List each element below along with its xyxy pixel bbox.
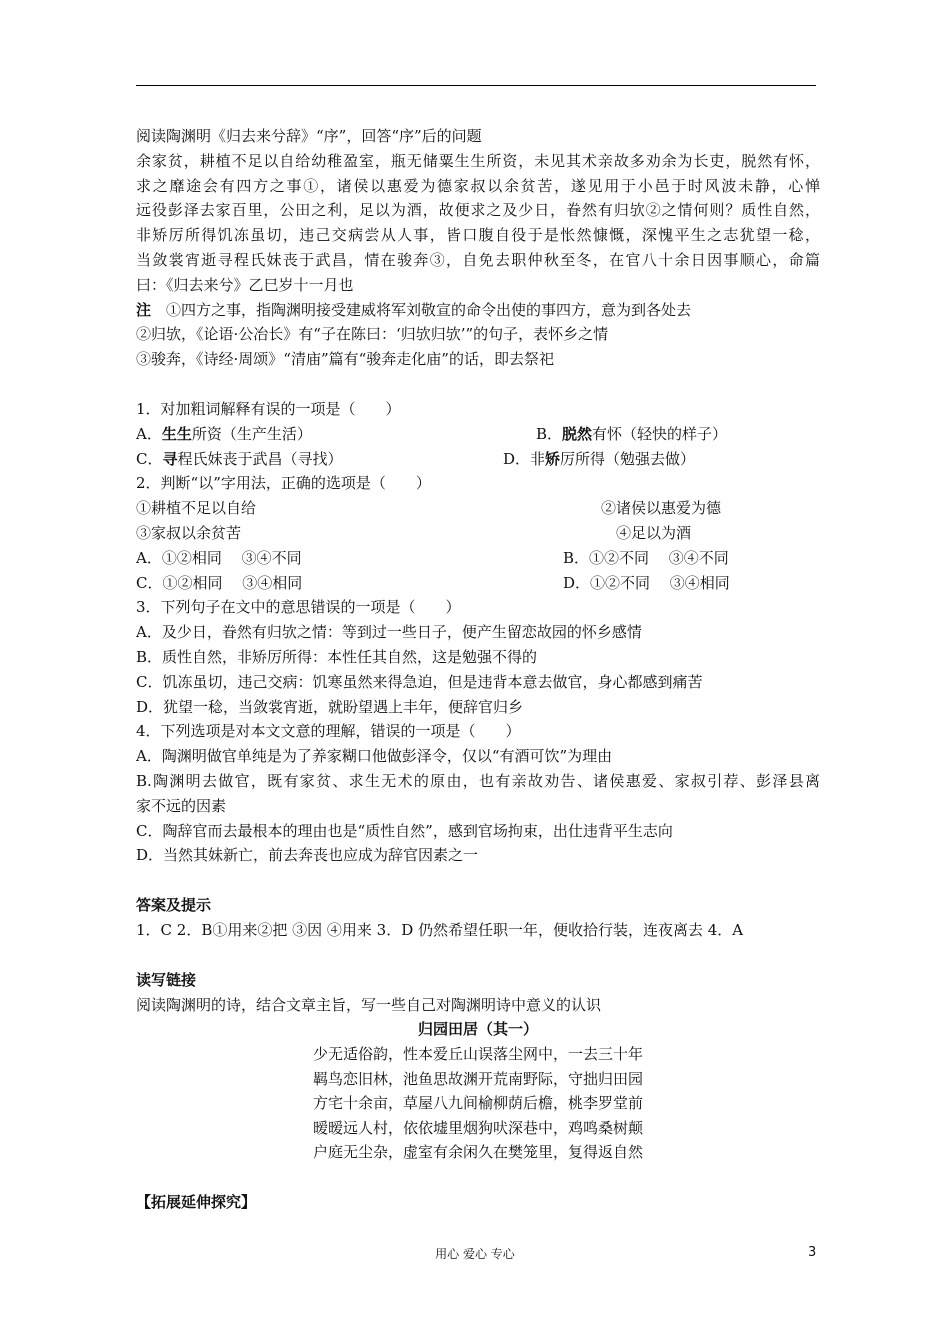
q3-option-d: D．犹望一稔，当敛裳宵逝，就盼望遇上丰年，便辞官归乡 (136, 697, 524, 716)
passage-line: 余家贫，耕植不足以自给幼稚盈室，瓶无储粟生生所资，未见其术亲故多劝余为长吏，脱然有怀， (136, 151, 820, 170)
q4-option-b-cont: 家不远的因素 (136, 796, 227, 815)
q2-option-b: B．①②不同 ③④不同 (563, 548, 729, 567)
q1-option-b: B．脱然有怀（轻快的样子） (536, 424, 728, 443)
q4-stem: 4．下列选项是对本文文意的理解，错误的一项是（ ） (136, 722, 521, 741)
q1-options-ab (136, 422, 820, 447)
page-number: 3 (808, 1245, 817, 1260)
note-line (136, 298, 820, 323)
note-line: ②归欤，《论语·公冶长》有“子在陈曰：‘归欤归欤’”的句子，表怀乡之情 (136, 325, 609, 344)
q2-options-ab (136, 546, 820, 571)
document-body (136, 124, 820, 1215)
extension-heading: 【拓展延伸探究】 (136, 1193, 257, 1212)
q2-options-cd (136, 571, 820, 596)
q4-option-b: B.陶渊明去做官，既有家贫、求生无术的原由，也有亲故劝告、诸侯惠爱、家叔引荐、彭泽县离 (136, 771, 820, 790)
poem-line: 暧暧远人村，依依墟里烟狗吠深巷中，鸡鸣桑树颠 (312, 1118, 643, 1137)
passage-line: 求之靡途会有四方之事①，诸侯以惠爱为德家叔以余贫苦，遂见用于小邑于时风波未静，心惮 (136, 176, 820, 195)
q1-option-c: C．寻程氏妹丧于武昌（寻找） (136, 449, 343, 468)
answers-heading: 答案及提示 (136, 896, 212, 915)
q4-option-a: A．陶渊明做官单纯是为了养家糊口他做彭泽令，仅以“有酒可饮”为理由 (136, 747, 613, 766)
passage-line: 非矫厉所得饥冻虽切，违己交病尝从人事，皆口腹自役于是怅然慷慨，深愧平生之志犹望一稔， (136, 226, 820, 245)
q1-options-cd (136, 447, 820, 472)
q2-sentence-1: ①耕植不足以自给 (136, 499, 257, 518)
q2-sentences-34 (136, 521, 820, 546)
q2-option-a: A．①②相同 ③④不同 (136, 548, 302, 567)
intro-title: 阅读陶渊明《归去来兮辞》“序”，回答“序”后的问题 (136, 127, 482, 145)
note-label: 注 (136, 300, 152, 319)
note-text: ①四方之事，指陶渊明接受建威将军刘敬宣的命令出使的事四方，意为到各处去 (166, 300, 692, 319)
q2-stem: 2．判断“以”字用法，正确的选项是（ ） (136, 474, 431, 493)
page-footer: 用心 爱心 专心 (435, 1247, 515, 1261)
poem-line: 户庭无尘杂，虚室有余闲久在樊笼里，复得返自然 (312, 1143, 643, 1162)
q3-option-a: A．及少日，眷然有归欤之情：等到过一些日子，便产生留恋故园的怀乡感情 (136, 623, 642, 642)
poem-title: 归园田居（其一） (417, 1020, 538, 1039)
answers-text: 1．C 2．B①用来②把 ③因 ④用来 3．D 仍然希望任职一年，便收拾行装，连夜离去 4．A (136, 920, 744, 939)
q2-sentence-4: ④足以为酒 (616, 523, 692, 542)
poem-line: 羁鸟恋旧林，池鱼思故渊开荒南野际，守拙归田园 (312, 1069, 643, 1088)
q2-sentences-12 (136, 496, 820, 521)
q1-stem: 1．对加粗词解释有误的一项是（ ） (136, 399, 401, 418)
q3-option-b: B．质性自然，非矫厉所得：本性任其自然，这是勉强不得的 (136, 647, 538, 666)
poem-line: 方宅十余亩，草屋八九间榆柳荫后檐，桃李罗堂前 (312, 1094, 643, 1113)
q3-stem: 3．下列句子在文中的意思错误的一项是（ ） (136, 598, 461, 617)
passage-line: 曰：《归去来兮》乙巳岁十一月也 (136, 275, 354, 294)
passage-line: 当敛裳宵逝寻程氏妹丧于武昌，情在骏奔③，自免去职仲秋至冬，在官八十余日因事顺心，命篇 (136, 250, 820, 269)
note-line: ③骏奔，《诗经·周颂》“清庙”篇有“骏奔走化庙”的话，即去祭祀 (136, 350, 554, 369)
q1-option-a: A．生生所资（生产生活） (136, 424, 312, 443)
poem-line: 少无适俗韵，性本爱丘山误落尘网中，一去三十年 (312, 1045, 643, 1064)
q2-sentence-3: ③家叔以余贫苦 (136, 523, 242, 542)
header-rule (136, 85, 816, 86)
q3-option-c: C．饥冻虽切，违己交病：饥寒虽然来得急迫，但是违背本意去做官，身心都感到痛苦 (136, 672, 703, 691)
passage-line: 远役彭泽去家百里，公田之利，足以为酒，故便求之及少日，眷然有归欤②之情何则？质性自然， (136, 201, 820, 220)
reading-prompt: 阅读陶渊明的诗，结合文章主旨，写一些自己对陶渊明诗中意义的认识 (136, 995, 602, 1014)
q2-option-c: C．①②相同 ③④相同 (136, 573, 303, 592)
q4-option-d: D．当然其妹新亡，前去奔丧也应成为辞官因素之一 (136, 846, 479, 865)
q4-option-c: C．陶辞官而去最根本的理由也是“质性自然”，感到官场拘束，出仕违背平生志向 (136, 821, 673, 840)
q2-sentence-2: ②诸侯以惠爱为德 (601, 499, 722, 518)
reading-heading: 读写链接 (136, 970, 197, 989)
q1-option-d: D．非矫厉所得（勉强去做） (503, 449, 696, 468)
q2-option-d: D．①②不同 ③④相同 (563, 573, 730, 592)
